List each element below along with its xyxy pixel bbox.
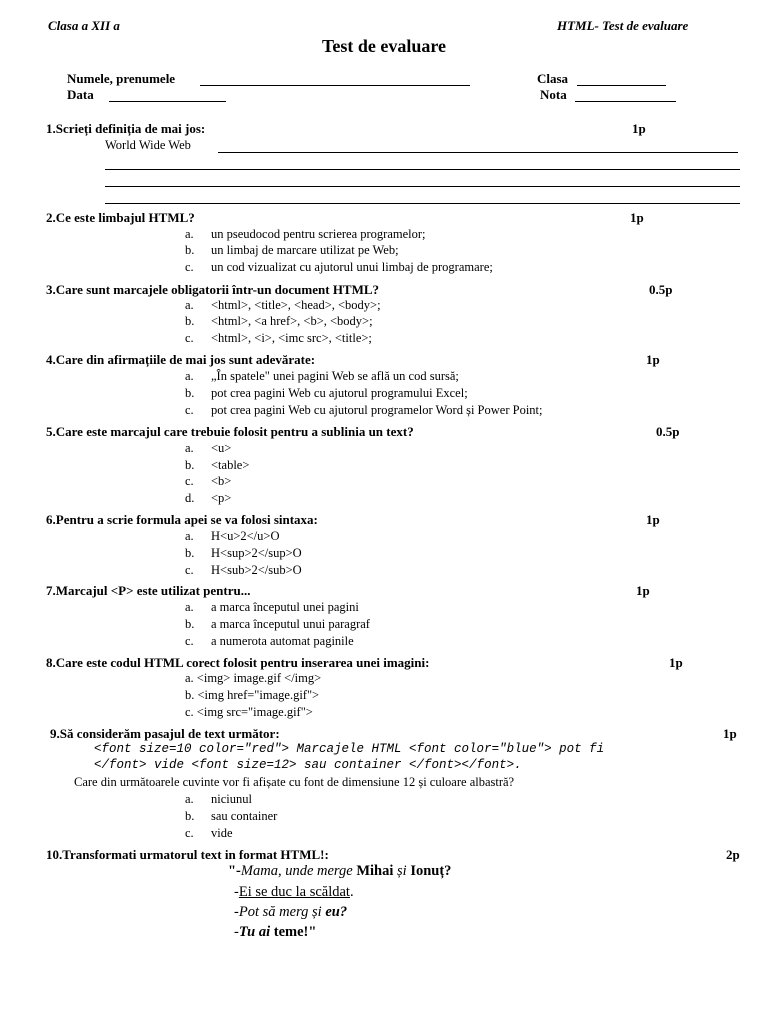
option: c. <b> xyxy=(185,474,232,488)
dialog-line-1: "-Mama, unde merge Mihai și Ionuț? xyxy=(228,863,452,879)
grade-label: Nota xyxy=(540,87,567,102)
points-3: 0.5p xyxy=(649,282,673,297)
option: a. <html>, <title>, <head>, <body>; xyxy=(185,298,381,312)
option: b. sau container xyxy=(185,809,278,823)
option: c. H<sub>2</sub>O xyxy=(185,563,302,577)
q9-question: Care din următoarele cuvinte vor fi afișate cu font de dimensiune 12 și culoare albastră? xyxy=(74,775,515,789)
option: a. a marca începutul unei pagini xyxy=(185,600,359,614)
dialog-line-2: -Ei se duc la scăldat. xyxy=(234,884,354,900)
q1-term: World Wide Web xyxy=(105,138,191,152)
points-10: 2p xyxy=(726,847,740,862)
grade-line[interactable] xyxy=(575,101,676,102)
points-5: 0.5p xyxy=(656,424,680,439)
answer-line-2[interactable] xyxy=(105,169,740,170)
option: a. un pseudocod pentru scrierea programelor; xyxy=(185,227,426,241)
dialog-line-4: -Tu ai teme!" xyxy=(234,924,317,940)
option: c. a numerota automat paginile xyxy=(185,634,354,648)
question-2: 2.Ce este limbajul HTML? xyxy=(46,210,195,225)
header-left: Clasa a XII a xyxy=(48,18,120,33)
option: d. <p> xyxy=(185,491,232,505)
name-label: Numele, prenumele xyxy=(67,71,176,86)
question-10: 10.Transformati urmatorul text in format HTML!: xyxy=(46,847,329,862)
header-right: HTML- Test de evaluare xyxy=(557,18,689,33)
option: b. <table> xyxy=(185,458,250,472)
date-line[interactable] xyxy=(109,101,226,102)
option: c. pot crea pagini Web cu ajutorul programelor Word și Power Point; xyxy=(185,403,543,417)
points-8: 1p xyxy=(669,655,683,670)
points-1: 1p xyxy=(632,121,646,136)
answer-line-4[interactable] xyxy=(105,203,740,204)
class-label: Clasa xyxy=(537,71,569,86)
dialog-line-3: -Pot să merg și eu? xyxy=(234,904,348,920)
question-4: 4.Care din afirmațiile de mai jos sunt adevărate: xyxy=(46,352,316,367)
answer-line-3[interactable] xyxy=(105,186,740,187)
option: b. a marca începutul unui paragraf xyxy=(185,617,370,631)
page-title: Test de evaluare xyxy=(322,36,446,56)
option: b. <html>, <a href>, <b>, <body>; xyxy=(185,314,373,328)
option: b. H<sup>2</sup>O xyxy=(185,546,302,560)
answer-line-1[interactable] xyxy=(218,152,738,153)
question-7: 7.Marcajul <P> este utilizat pentru... xyxy=(46,583,251,598)
question-3: 3.Care sunt marcajele obligatorii într-un document HTML? xyxy=(46,282,380,297)
question-9: 9.Să considerăm pasajul de text următor: xyxy=(50,726,280,741)
code-line-2: </font> vide <font size=12> sau container </font></font>. xyxy=(94,758,522,772)
option: a. H<u>2</u>O xyxy=(185,529,280,543)
option: a. niciunul xyxy=(185,792,252,806)
points-9: 1p xyxy=(723,726,737,741)
question-6: 6.Pentru a scrie formula apei se va folosi sintaxa: xyxy=(46,512,318,527)
option: c. un cod vizualizat cu ajutorul unui limbaj de programare; xyxy=(185,260,493,274)
name-line[interactable] xyxy=(200,85,470,86)
question-8: 8.Care este codul HTML corect folosit pentru inserarea unei imagini: xyxy=(46,655,430,670)
class-line[interactable] xyxy=(577,85,666,86)
option: b. un limbaj de marcare utilizat pe Web; xyxy=(185,243,399,257)
question-5: 5.Care este marcajul care trebuie folosit pentru a sublinia un text? xyxy=(46,424,414,439)
option: c. <img src="image.gif"> xyxy=(185,705,313,719)
option: b. pot crea pagini Web cu ajutorul programului Excel; xyxy=(185,386,468,400)
option: a. <img> image.gif </img> xyxy=(185,671,322,685)
points-4: 1p xyxy=(646,352,660,367)
option: c. <html>, <i>, <imc src>, <title>; xyxy=(185,331,372,345)
points-2: 1p xyxy=(630,210,644,225)
option: c. vide xyxy=(185,826,233,840)
code-line-1: <font size=10 color="red"> Marcajele HTML <font color="blue"> pot fi xyxy=(94,742,605,756)
question-1: 1.Scrieți definiția de mai jos: xyxy=(46,121,206,136)
option: b. <img href="image.gif"> xyxy=(185,688,320,702)
option: a. <u> xyxy=(185,441,232,455)
points-7: 1p xyxy=(636,583,650,598)
date-label: Data xyxy=(67,87,94,102)
option: a. „În spatele" unei pagini Web se află un cod sursă; xyxy=(185,369,459,383)
points-6: 1p xyxy=(646,512,660,527)
